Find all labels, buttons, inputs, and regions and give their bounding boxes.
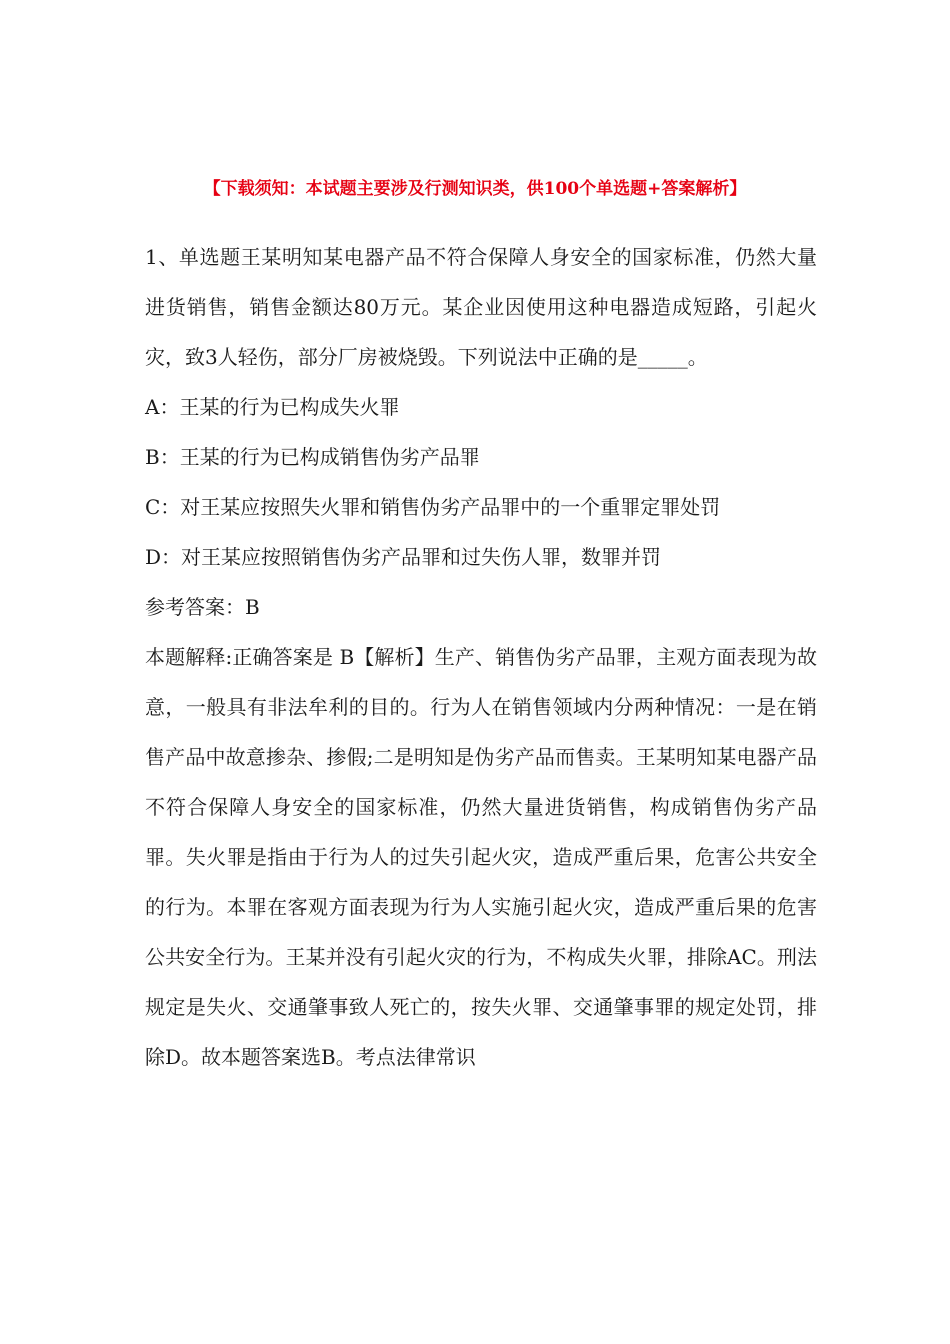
option-d: D：对王某应按照销售伪劣产品罪和过失伤人罪，数罪并罚 bbox=[145, 545, 662, 569]
question-block bbox=[145, 232, 817, 1082]
download-notice: 【下载须知：本试题主要涉及行测知识类，供100个单选题+答案解析】 bbox=[203, 179, 747, 199]
question-stem: 1、单选题王某明知某电器产品不符合保障人身安全的国家标准，仍然大量进货销售，销售金额达80万元。某企业因使用这种电器造成短路，引起火灾，致3人轻伤，部分厂房被烧毁。下列说法中正确的是_____。 bbox=[145, 245, 817, 369]
answer-explanation: 本题解释:正确答案是 B【解析】生产、销售伪劣产品罪，主观方面表现为故意，一般具有非法牟利的目的。行为人在销售领域内分两种情况：一是在销售产品中故意掺杂、掺假;二是明知是伪劣产品而售卖。王某明知某电器产品不符合保障人身安全的国家标准，仍然大量进货销售，构成销售伪劣产品罪。失火罪是指由于行为人的过失引起火灾，造成严重后果，危害公共安全的行为。本罪在客观方面表现为行为人实施引起火灾，造成严重后果的危害公共安全行为。王某并没有引起火灾的行为，不构成失火罪，排除AC。刑法规定是失火、交通肇事致人死亡的，按失火罪、交通肇事罪的规定处罚，排除D。故本题答案选B。考点法律常识 bbox=[145, 645, 817, 1069]
reference-answer: 参考答案：B bbox=[145, 595, 260, 619]
option-a: A：王某的行为已构成失火罪 bbox=[145, 395, 400, 419]
option-c: C：对王某应按照失火罪和销售伪劣产品罪中的一个重罪定罪处罚 bbox=[145, 495, 721, 519]
option-b: B：王某的行为已构成销售伪劣产品罪 bbox=[145, 445, 480, 469]
